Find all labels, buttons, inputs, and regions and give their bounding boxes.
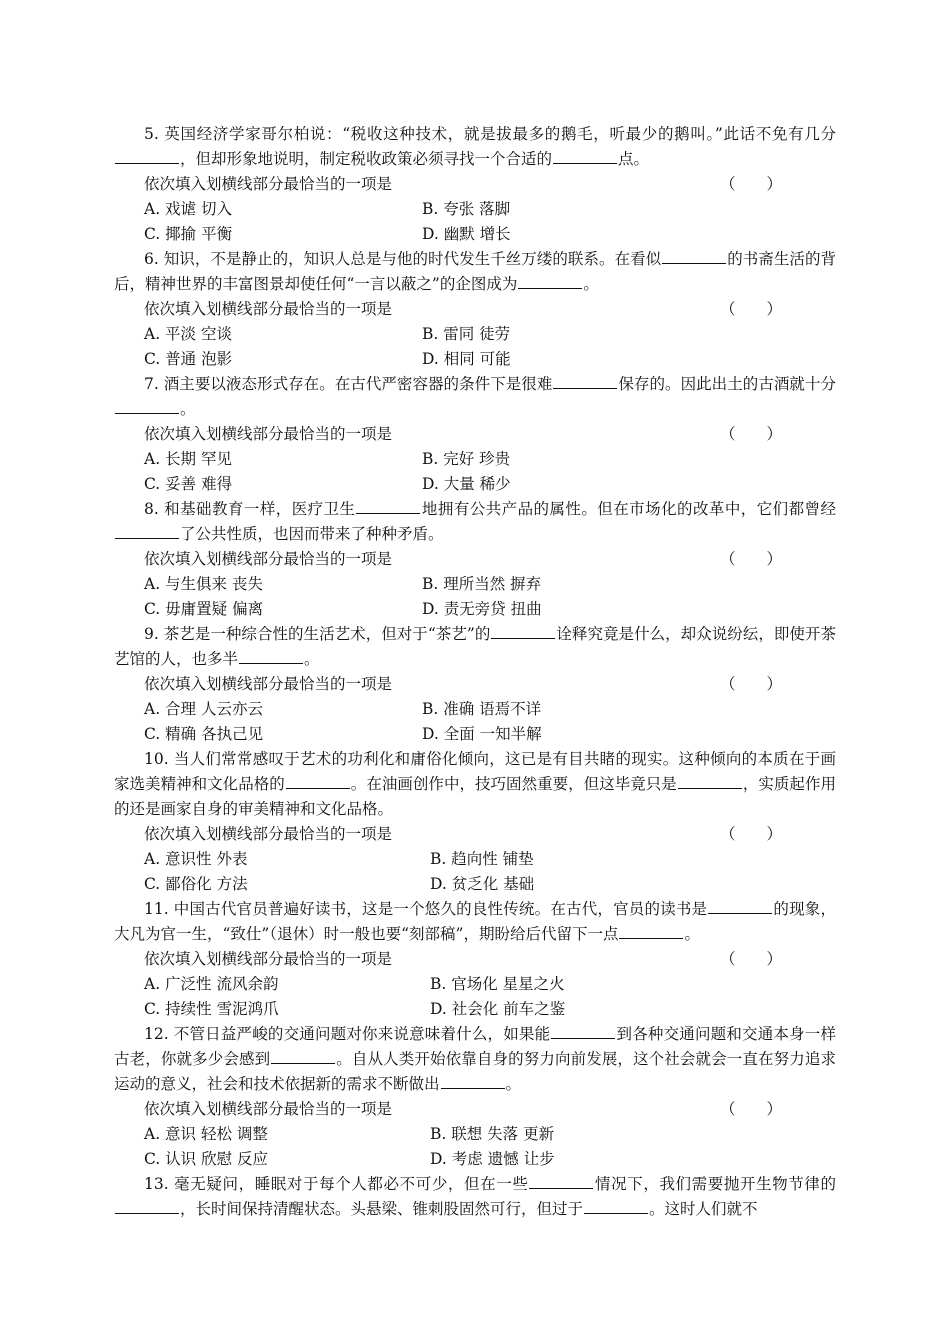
option-b: B. 夸张 落脚: [422, 200, 511, 218]
option-d: D. 责无旁贷 扭曲: [422, 600, 542, 618]
option-grid: [114, 972, 836, 1022]
prompt-text: 依次填入划横线部分最恰当的一项是: [144, 300, 393, 318]
fill-blank: [286, 774, 350, 789]
option-c: C. 普通 泡影: [144, 350, 233, 368]
question-12: [114, 1022, 836, 1172]
option-c: C. 认识 欣慰 反应: [144, 1150, 269, 1168]
stem-text: 地拥有公共产品的属性。但在市场化的改革中，它们都曾经: [421, 500, 836, 518]
answer-bracket: （ ）: [720, 175, 783, 193]
fill-blank: [708, 899, 772, 914]
stem-text: 。这时人们就不: [649, 1200, 758, 1218]
fill-blank: [271, 1049, 335, 1064]
question-stem: [114, 122, 836, 172]
option-a: A. 与生俱来 丧失: [144, 575, 263, 593]
question-stem: [114, 1022, 836, 1097]
answer-bracket: （ ）: [720, 550, 783, 568]
option-a: A. 平淡 空谈: [144, 325, 232, 343]
option-d: D. 全面 一知半解: [422, 725, 542, 743]
prompt-text: 依次填入划横线部分最恰当的一项是: [144, 675, 393, 693]
fill-blank: [553, 149, 617, 164]
option-grid: [114, 847, 836, 897]
stem-text: 12. 不管日益严峻的交通问题对你来说意味着什么，如果能: [144, 1025, 551, 1043]
answer-prompt: [114, 822, 836, 847]
prompt-text: 依次填入划横线部分最恰当的一项是: [144, 175, 393, 193]
question-9: [114, 622, 836, 747]
option-a: A. 意识性 外表: [144, 850, 248, 868]
fill-blank: [518, 274, 582, 289]
option-grid: [114, 447, 836, 497]
option-grid: [114, 572, 836, 622]
stem-text: 。: [505, 1075, 522, 1093]
stem-text: 6. 知识，不是静止的，知识人总是与他的时代发生千丝万缕的联系。在看似: [144, 250, 662, 268]
fill-blank: [551, 1024, 615, 1039]
stem-text: 诠释究竟是什么，却众说纷纭，即使开茶艺馆的人，也多半: [114, 625, 836, 668]
prompt-text: 依次填入划横线部分最恰当的一项是: [144, 825, 393, 843]
question-5: [114, 122, 836, 247]
prompt-text: 依次填入划横线部分最恰当的一项是: [144, 550, 393, 568]
answer-prompt: [114, 672, 836, 697]
option-d: D. 考虑 遗憾 让步: [430, 1150, 555, 1168]
stem-text: 7. 酒主要以液态形式存在。在古代严密容器的条件下是很难: [144, 375, 553, 393]
answer-bracket: （ ）: [720, 300, 783, 318]
prompt-text: 依次填入划横线部分最恰当的一项是: [144, 950, 393, 968]
fill-blank: [662, 249, 726, 264]
question-stem: [114, 372, 836, 422]
stem-text: 。自从人类开始依靠自身的努力向前发展，这个社会就会一直在努力追求运动的意义，社会和技术依据新的需求不断做出: [114, 1050, 836, 1093]
option-c: C. 毋庸置疑 偏离: [144, 600, 264, 618]
answer-bracket: （ ）: [720, 825, 783, 843]
stem-text: 的书斋生活的背后，精神世界的丰富图景却使任何“一言以蔽之”的企图成为: [114, 250, 836, 293]
answer-prompt: [114, 947, 836, 972]
stem-text: 10. 当人们常常感叹于艺术的功利化和庸俗化倾向，这已是有目共睹的现实。这种倾向的本质在于画家选美精神和文化品格的: [114, 750, 836, 793]
option-b: B. 官场化 星星之火: [430, 975, 565, 993]
answer-prompt: [114, 297, 836, 322]
option-b: B. 准确 语焉不详: [422, 700, 542, 718]
stem-text: 。: [180, 400, 196, 418]
option-b: B. 雷同 徒劳: [422, 325, 511, 343]
fill-blank: [239, 649, 303, 664]
option-grid: [114, 322, 836, 372]
option-c: C. 精确 各执己见: [144, 725, 264, 743]
answer-prompt: [114, 547, 836, 572]
question-stem: [114, 497, 836, 547]
fill-blank: [491, 624, 555, 639]
stem-text: 13. 毫无疑问，睡眠对于每个人都必不可少，但在一些: [144, 1175, 529, 1193]
option-c: C. 揶揄 平衡: [144, 225, 233, 243]
prompt-text: 依次填入划横线部分最恰当的一项是: [144, 1100, 393, 1118]
prompt-text: 依次填入划横线部分最恰当的一项是: [144, 425, 393, 443]
stem-text: 了公共性质，也因而带来了种种矛盾。: [180, 525, 444, 543]
answer-prompt: [114, 172, 836, 197]
question-stem: [114, 747, 836, 822]
option-grid: [114, 197, 836, 247]
option-a: A. 意识 轻松 调整: [144, 1125, 268, 1143]
question-stem: [114, 247, 836, 297]
option-c: C. 持续性 雪泥鸿爪: [144, 1000, 279, 1018]
fill-blank: [553, 374, 617, 389]
option-b: B. 联想 失落 更新: [430, 1125, 555, 1143]
stem-text: ，长时间保持清醒状态。头悬梁、锥刺股固然可行，但过于: [180, 1200, 584, 1218]
stem-text: 到各种交通问题和交通本身一样古老，你就多少会感到: [114, 1025, 836, 1068]
fill-blank: [115, 399, 179, 414]
stem-text: 情况下，我们需要抛开生物节律的: [594, 1175, 836, 1193]
fill-blank: [619, 924, 683, 939]
answer-prompt: [114, 1097, 836, 1122]
question-8: [114, 497, 836, 622]
fill-blank: [529, 1174, 593, 1189]
stem-text: 9. 茶艺是一种综合性的生活艺术，但对于“茶艺”的: [144, 625, 491, 643]
option-a: A. 合理 人云亦云: [144, 700, 263, 718]
question-stem: [114, 622, 836, 672]
stem-text: 5. 英国经济学家哥尔柏说：“税收这种技术，就是拔最多的鹅毛，听最少的鹅叫。”此话不免有几分: [144, 125, 836, 143]
stem-text: 。: [684, 925, 700, 943]
stem-text: ，实质起作用的还是画家自身的审美精神和文化品格。: [114, 775, 836, 818]
option-b: B. 理所当然 摒弃: [422, 575, 542, 593]
option-d: D. 贫乏化 基础: [430, 875, 535, 893]
option-d: D. 大量 稀少: [422, 475, 511, 493]
question-11: [114, 897, 836, 1022]
stem-text: ，但却形象地说明，制定税收政策必须寻找一个合适的: [180, 150, 553, 168]
fill-blank: [115, 524, 179, 539]
question-stem: [114, 1172, 836, 1222]
option-b: B. 趋向性 铺垫: [430, 850, 534, 868]
answer-bracket: （ ）: [720, 950, 783, 968]
option-b: B. 完好 珍贵: [422, 450, 511, 468]
answer-bracket: （ ）: [720, 425, 783, 443]
answer-prompt: [114, 422, 836, 447]
stem-text: 。: [304, 650, 320, 668]
option-d: D. 相同 可能: [422, 350, 511, 368]
option-a: A. 戏谑 切入: [144, 200, 232, 218]
stem-text: 。: [583, 275, 599, 293]
fill-blank: [115, 1199, 179, 1214]
option-grid: [114, 697, 836, 747]
fill-blank: [441, 1074, 505, 1089]
question-list: [114, 122, 836, 1222]
question-13: [114, 1172, 836, 1222]
option-a: A. 广泛性 流风余韵: [144, 975, 279, 993]
question-6: [114, 247, 836, 372]
option-c: C. 妥善 难得: [144, 475, 233, 493]
stem-text: 的现象，大凡为官一生，“致仕”（退休）时一般也要“刻部稿”，期盼给后代留下一点: [114, 900, 836, 943]
answer-bracket: （ ）: [720, 1100, 783, 1118]
fill-blank: [115, 149, 179, 164]
question-stem: [114, 897, 836, 947]
option-grid: [114, 1122, 836, 1172]
answer-bracket: （ ）: [720, 675, 783, 693]
stem-text: 11. 中国古代官员普遍好读书，这是一个悠久的良性传统。在古代，官员的读书是: [144, 900, 708, 918]
option-c: C. 鄙俗化 方法: [144, 875, 248, 893]
question-10: [114, 747, 836, 897]
fill-blank: [678, 774, 742, 789]
option-d: D. 幽默 增长: [422, 225, 511, 243]
fill-blank: [356, 499, 420, 514]
option-d: D. 社会化 前车之鉴: [430, 1000, 566, 1018]
option-a: A. 长期 罕见: [144, 450, 232, 468]
fill-blank: [584, 1199, 648, 1214]
stem-text: 8. 和基础教育一样，医疗卫生: [144, 500, 356, 518]
stem-text: 保存的。因此出土的古酒就十分: [618, 375, 836, 393]
stem-text: 点。: [618, 150, 650, 168]
stem-text: 。在油画创作中，技巧固然重要，但这毕竟只是: [350, 775, 677, 793]
question-7: [114, 372, 836, 497]
